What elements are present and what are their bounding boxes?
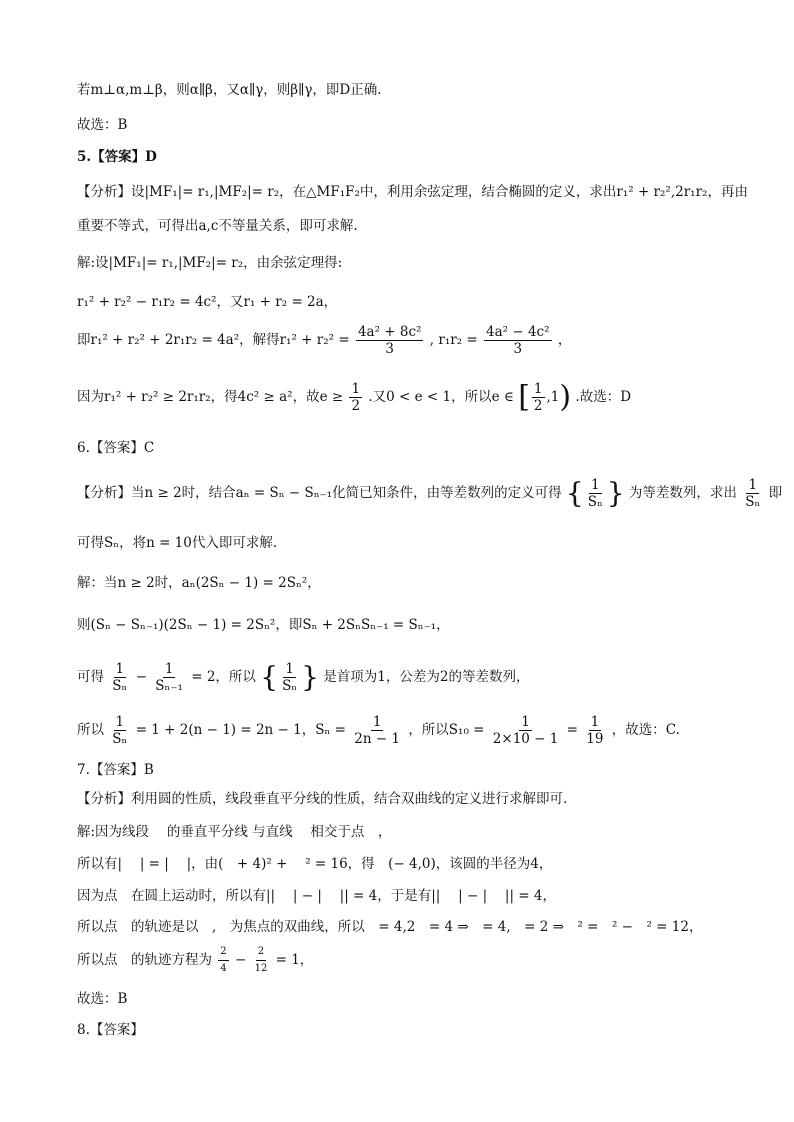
numerator: 2 [256, 944, 266, 961]
solution-line: r₁² + r₂² − r₁r₂ = 4c²，又r₁ + r₂ = 2a， [77, 294, 338, 310]
answer-pick: 故选：B [77, 117, 128, 133]
left-brace: { [565, 476, 584, 510]
text-segment: 所以点 的轨迹方程为 [77, 952, 212, 968]
numerator: 1 [351, 381, 361, 397]
numerator: 1 [590, 714, 600, 730]
fraction [743, 477, 762, 510]
text-segment: ，故选：C. [611, 722, 680, 738]
text-segment: = [566, 722, 578, 738]
left-brace: { [260, 660, 279, 694]
numerator: 4a² − 4c² [486, 324, 550, 340]
text-segment: ， [557, 332, 572, 348]
denominator: 12 [254, 963, 268, 974]
solution-line: 解:因为线段 的垂直平分线 与直线 相交于点 ， [77, 824, 392, 840]
denominator: 19 [586, 731, 604, 747]
fraction [110, 714, 129, 747]
text-line: 若m⊥α,m⊥β，则α∥β，又α∥γ，则β∥γ，即D正确. [77, 82, 382, 98]
analysis-line: 可得Sₙ，将n = 10代入即可求解. [77, 535, 278, 551]
solution-line [77, 940, 313, 980]
fraction [484, 324, 552, 357]
text-segment: 即 [768, 485, 783, 501]
denominator: Sₙ [112, 731, 128, 747]
numerator: 1 [285, 661, 294, 677]
solution-line: 所以有| | = | |，由( + 4)² + ² = 16，得 (− 4,0)，该圆的半径为4， [77, 856, 553, 872]
denominator: Sₙ [587, 494, 603, 510]
text-segment: = 1， [275, 952, 314, 968]
answer-heading-7: 7.【答案】B [77, 762, 154, 778]
numerator: 4a² + 8c² [357, 324, 422, 340]
text-segment: 所以 [77, 722, 104, 738]
solution-line [77, 320, 571, 360]
solution-line: 则(Sₙ − Sₙ₋₁)(2Sₙ − 1) = 2Sₙ²，即Sₙ + 2SₙSₙ₋₁ = Sₙ₋₁， [77, 617, 450, 633]
analysis-line: 【分析】设|MF₁|= r₁,|MF₂|= r₂，在△MF₁F₂中，利用余弦定理，结合椭圆的定义，求出r₁² + r₂²,2r₁r₂，再由 [77, 184, 748, 200]
fraction [491, 714, 561, 747]
denominator: Sₙ₋₁ [155, 678, 183, 694]
solution-line: 因为点 在圆上运动时，所以有|| | − | || = 4，于是有|| | − | || = 4， [77, 888, 556, 904]
solution-line [77, 657, 529, 698]
fraction [218, 944, 228, 977]
left-bracket: [ [518, 379, 530, 415]
fraction [153, 661, 185, 694]
text-segment: 可得 [77, 669, 104, 685]
denominator: 2 [533, 398, 543, 414]
fraction [586, 477, 605, 510]
text-segment: .故选：D [575, 389, 632, 405]
answer-heading-8: 8.【答案】 [77, 1022, 144, 1038]
fraction [280, 661, 299, 694]
numerator: 1 [533, 381, 543, 397]
text-segment: − [234, 952, 247, 968]
answer-heading-5: 5.【答案】D [77, 149, 157, 165]
solution-line [77, 377, 631, 418]
numerator: 1 [590, 477, 600, 493]
text-segment: 即r₁² + r₂² + 2r₁r₂ = 4a²，解得r₁² + r₂² = [77, 332, 350, 348]
solution-line: 所以点 的轨迹是以 , 为焦点的双曲线，所以 = 4,2 = 4 ⇒ = 4, = 2 ⇒ ² = ² − ² = 12， [77, 919, 703, 935]
solution-line: 解:设|MF₁|= r₁,|MF₂|= r₂，由余弦定理得: [77, 255, 343, 271]
right-paren: ) [559, 379, 572, 415]
text-segment: ，所以S₁₀ = [408, 722, 485, 738]
solution-line: 解：当n ≥ 2时，aₙ(2Sₙ − 1) = 2Sₙ²， [77, 575, 321, 591]
text-segment: 【分析】当n ≥ 2时，结合aₙ = Sₙ − Sₙ₋₁化简已知条件，由等差数列的定义可得 [77, 485, 562, 501]
denominator: 2×10 − 1 [492, 731, 559, 747]
text-segment: , r₁r₂ = [429, 332, 478, 348]
right-brace: } [606, 476, 625, 510]
denominator: 3 [513, 341, 523, 357]
numerator: 1 [748, 477, 758, 493]
numerator: 1 [521, 714, 530, 730]
fraction [356, 324, 424, 357]
right-brace: } [301, 660, 319, 694]
solution-line [77, 710, 680, 750]
numerator: 1 [115, 661, 125, 677]
text-segment: 是首项为1，公差为2的等差数列， [323, 669, 530, 685]
analysis-line: 重要不等式，可得出a,c不等量关系，即可求解. [77, 218, 358, 234]
denominator: 4 [220, 963, 227, 974]
numerator: 1 [115, 714, 125, 730]
fraction [584, 714, 605, 747]
text-segment: − [135, 669, 147, 685]
text-segment: .又0 < e < 1，所以e ∈ [368, 389, 514, 405]
fraction [532, 381, 545, 414]
denominator: Sₙ [745, 494, 761, 510]
numerator: 1 [372, 714, 382, 730]
denominator: 3 [385, 341, 395, 357]
answer-heading-6: 6.【答案】C [77, 440, 155, 456]
numerator: 2 [218, 944, 228, 961]
fraction [253, 944, 270, 977]
denominator: Sₙ [112, 678, 128, 694]
denominator: 2n − 1 [354, 731, 401, 747]
denominator: Sₙ [282, 678, 298, 694]
fraction [110, 661, 129, 694]
text-segment: 为等差数列，求出 [628, 485, 737, 501]
text-segment: = 2，所以 [191, 669, 256, 685]
text-segment: ,1 [546, 389, 560, 405]
fraction [349, 381, 362, 414]
text-segment: 因为r₁² + r₂² ≥ 2r₁r₂，得4c² ≥ a²，故e ≥ [77, 389, 344, 405]
answer-pick: 故选：B [77, 991, 128, 1007]
fraction [352, 714, 402, 747]
numerator: 1 [164, 661, 174, 677]
denominator: 2 [351, 398, 361, 414]
analysis-line: 【分析】利用圆的性质，线段垂直平分线的性质，结合双曲线的定义进行求解即可. [77, 791, 568, 807]
analysis-line [77, 473, 782, 514]
text-segment: = 1 + 2(n − 1) = 2n − 1，Sₙ = [135, 722, 346, 738]
